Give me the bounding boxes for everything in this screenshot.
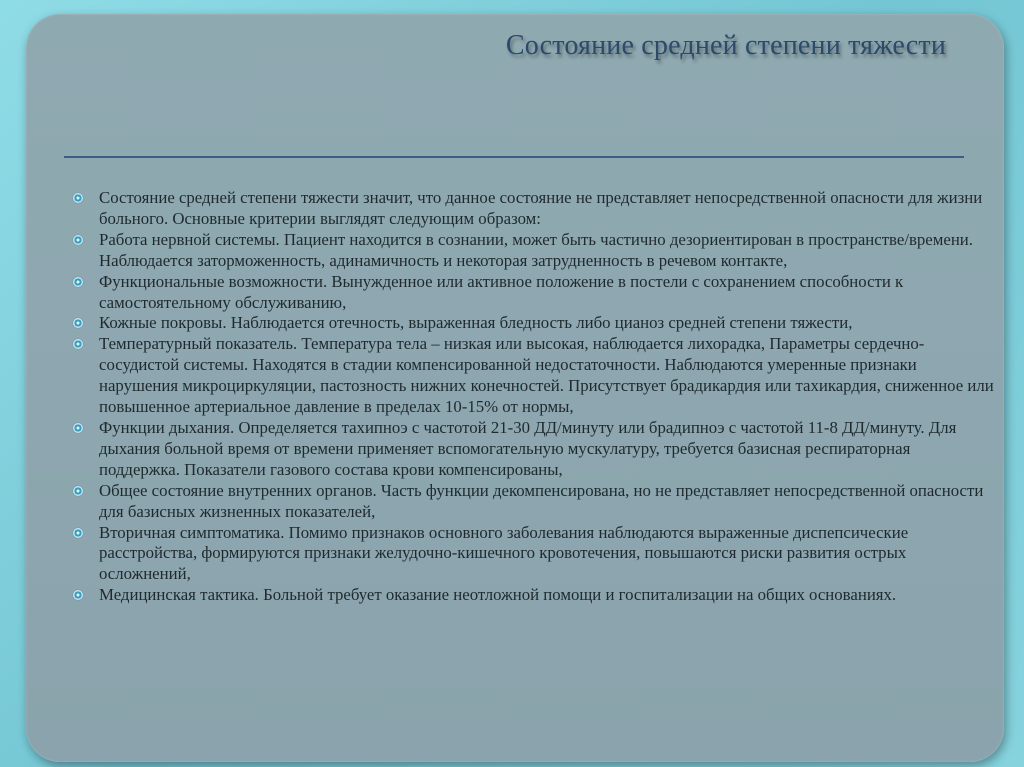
list-item-text: Медицинская тактика. Больной требует оказание неотложной помощи и госпитализации на общих основаниях. (99, 585, 897, 605)
list-item-text: Температурный показатель. Температура тела – низкая или высокая, наблюдается лихорадка, Параметры сердечно-сосудистой системы. Находятся в стадии компенсированной недостаточности. Наблюдаются умеренные признаки нарушения микроциркуляции, пастозность нижних конечностей. Присутствует брадикардия или тахикардия, сниженное или повышенное артериальное давление в пределах 10-15% от нормы, (99, 334, 994, 417)
list-item-text: Общее состояние внутренних органов. Часть функции декомпенсирована, но не представляет непосредственной опасности для базисных жизненных показателей, (99, 480, 984, 521)
bullet-icon (73, 528, 83, 538)
list-item (99, 418, 994, 481)
list-item-text: Функциональные возможности. Вынужденное или активное положение в постели с сохранением способности к самостоятельному обслуживанию, (99, 271, 904, 312)
list-item (99, 585, 994, 606)
bullet-icon (73, 486, 83, 496)
list-item-text: Работа нервной системы. Пациент находится в сознании, может быть частично дезориентирован в пространстве/времени. Наблюдается заторможенность, адинамичность и некоторая затрудненность в речевом контакте, (99, 229, 973, 270)
bullet-icon (73, 590, 83, 600)
list-item (99, 230, 994, 272)
bullet-icon (73, 318, 83, 328)
list-item-text: Состояние средней степени тяжести значит, что данное состояние не представляет непосредственной опасности для жизни больного. Основные критерии выглядят следующим образом: (99, 188, 983, 228)
list-item (99, 523, 994, 586)
list-item-text: Функции дыхания. Определяется тахипноэ с частотой 21-30 ДД/минуту или брадипноэ с частотой 11-8 ДД/минуту. Для дыхания больной время от времени применяет вспомогательную мускулатуру, требуется базисная респираторная поддержка. Показатели газового состава крови компенсированы, (99, 417, 957, 479)
list-item (99, 334, 994, 418)
list-item-text: Кожные покровы. Наблюдается отечность, выраженная бледность либо цианоз средней степени тяжести, (99, 313, 853, 333)
list-item (99, 313, 994, 334)
bullet-icon (73, 193, 83, 203)
bullet-icon (73, 235, 83, 245)
title-divider (64, 156, 964, 158)
list-item-text: Вторичная симптоматика. Помимо признаков основного заболевания наблюдаются выраженные диспепсические расстройства, формируются признаки желудочно-кишечного кровотечения, повышаются риски развития острых осложнений, (99, 522, 909, 584)
list-item (99, 188, 994, 230)
slide-title: Состояние средней степени тяжести (505, 30, 946, 61)
bullet-icon (73, 423, 83, 433)
list-item (99, 481, 994, 523)
list-item (99, 272, 994, 314)
bullet-icon (73, 277, 83, 287)
bullet-list (99, 188, 994, 606)
slide-panel (26, 14, 1004, 762)
bullet-icon (73, 339, 83, 349)
